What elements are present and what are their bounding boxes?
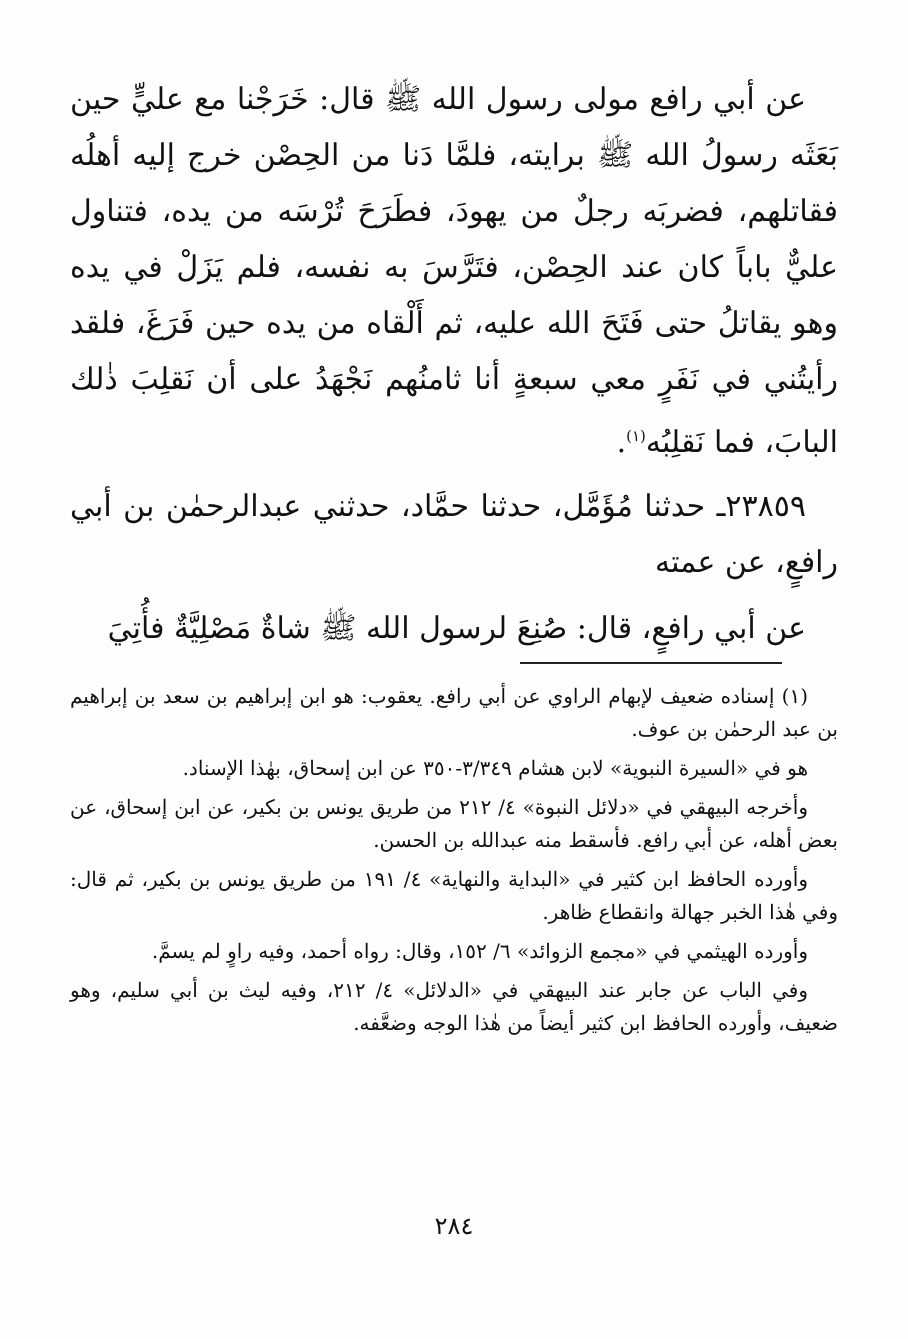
footnote-paragraph: وفي الباب عن جابر عند البيهقي في «الدلائل» ٤/ ٢١٢، وفيه ليث بن أبي سليم، وهو ضعيف، وأورده الحافظ ابن كثير أيضاً من هٰذا الوجه وضعَّفه. <box>70 978 838 1035</box>
hadith-isnad: حدثنا مُؤَمَّل، حدثنا حمَّاد، حدثني عبدالرحمٰن بن أبي رافعٍ، عن عمته <box>70 489 838 580</box>
footnote-paragraph: وأورده الحافظ ابن كثير في «البداية والنهاية» ٤/ ١٩١ من طريق يونس بن بكير، ثم قال: وفي هٰذا الخبر جهالة وانقطاع ظاهر. <box>70 867 838 924</box>
footnote-paragraph: (١) إسناده ضعيف لإبهام الراوي عن أبي رافع. يعقوب: هو ابن إبراهيم بن سعد بن إبراهيم بن عبد الرحمٰن بن عوف. <box>70 684 838 741</box>
footnote-paragraph: وأورده الهيثمي في «مجمع الزوائد» ٦/ ١٥٢، وقال: رواه أحمد، وفيه راوٍ لم يسمَّ. <box>151 939 808 963</box>
main-text <box>70 72 838 657</box>
footnote-paragraph: هو في «السيرة النبوية» لابن هشام ٣/٣٤٩-٣٥٠ عن ابن إسحاق، بهٰذا الإسناد. <box>182 756 808 780</box>
paragraph-end-mark: . <box>616 425 627 460</box>
page-number: ٢٨٤ <box>434 1212 474 1240</box>
footnote-reference: (١) <box>626 427 646 445</box>
hadith-text: عن أبي رافع مولى رسول الله ﷺ قال: خَرَجْنا مع عليٍّ حين بَعَثَه رسولُ الله ﷺ برايته، فلمَّا دَنا من الحِصْن خرج إليه أهلُه فقاتلهم، فضربَه رجلٌ من يهودَ، فطَرَحَ تُرْسَه من يده، فتناول عليٌّ باباً كان عند الحِصْن، فتَرَّسَ به نفسه، فلم يَزَلْ في يده وهو يقاتلُ حتى فَتَحَ الله عليه، ثم أَلْقاه من يده حين فَرَغَ، فلقد رأيتُني في نَفَرٍ معي سبعةٍ أنا ثامنُهم نَجْهَدُ على أن نَقلِبَ ذٰلك البابَ، فما نَقلِبُه <box>70 82 838 460</box>
hadith-text-paragraph <box>70 72 838 471</box>
footnotes <box>70 680 838 1046</box>
hadith-matn-paragraph <box>70 601 838 657</box>
hadith-matn: عن أبي رافعٍ، قال: صُنِعَ لرسول الله ﷺ شاةٌ مَصْلِيَّةٌ فأُتِيَ <box>107 611 806 646</box>
hadith-number: ٢٣٨٥٩ـ <box>716 489 806 524</box>
hadith-isnad-paragraph <box>70 479 838 591</box>
footnote-paragraph: وأخرجه البيهقي في «دلائل النبوة» ٤/ ٢١٢ من طريق يونس بن بكير، عن ابن إسحاق، عن بعض أهله، عن أبي رافع. فأسقط منه عبدالله بن الحسن. <box>70 795 838 852</box>
footnote-divider <box>520 662 782 664</box>
